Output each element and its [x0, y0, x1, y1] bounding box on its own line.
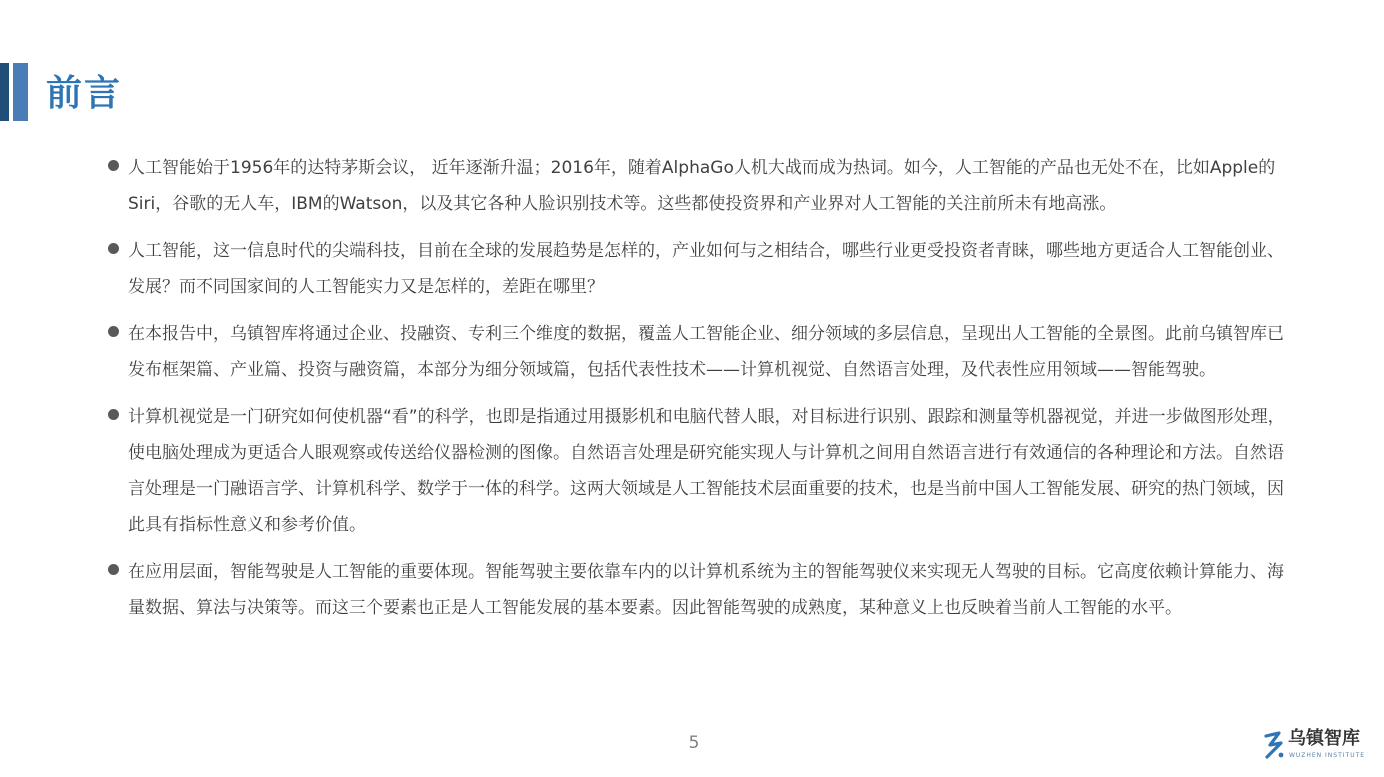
logo-subtitle: WUZHEN INSTITUTE [1289, 752, 1366, 759]
content-list [108, 150, 1298, 637]
page-title: 前言 [46, 73, 123, 114]
wuzhen-logo [1262, 726, 1372, 766]
logo-name: 乌镇智库 [1288, 728, 1360, 749]
paragraph-text: 在本报告中，乌镇智库将通过企业、投融资、专利三个维度的数据，覆盖人工智能企业、细分领域的多层信息，呈现出人工智能的全景图。此前乌镇智库已发布框架篇、产业篇、投资与融资篇，本部分为细分领域篇，包括代表性技术——计算机视觉、自然语言处理，及代表性应用领域——智能驾驶。 [128, 324, 1284, 380]
paragraph-text: 人工智能始于1956年的达特茅斯会议， 近年逐渐升温；2016年，随着AlphaGo人机大战而成为热词。如今，人工智能的产品也无处不在，比如Apple的Siri，谷歌的无人车，IBM的Watson，以及其它各种人脸识别技术等。这些都使投资界和产业界对人工智能的关注前所未有地高涨。 [128, 158, 1276, 214]
bullet-dot-icon [108, 160, 119, 171]
bullet-paragraph [108, 150, 1298, 222]
bullet-paragraph [108, 316, 1298, 388]
bullet-dot-icon [108, 409, 119, 420]
bullet-dot-icon [108, 326, 119, 337]
bullet-dot-icon [108, 243, 119, 254]
paragraph-text: 计算机视觉是一门研究如何使机器“看”的科学，也即是指通过用摄影机和电脑代替人眼，对目标进行识别、跟踪和测量等机器视觉，并进一步做图形处理，使电脑处理成为更适合人眼观察或传送给仪器检测的图像。自然语言处理是研究能实现人与计算机之间用自然语言进行有效通信的各种理论和方法。自然语言处理是一门融语言学、计算机科学、数学于一体的科学。这两大领域是人工智能技术层面重要的技术，也是当前中国人工智能发展、研究的热门领域，因此具有指标性意义和参考价值。 [128, 407, 1285, 535]
bullet-paragraph [108, 554, 1298, 626]
paragraph-text: 在应用层面，智能驾驶是人工智能的重要体现。智能驾驶主要依靠车内的以计算机系统为主的智能驾驶仪来实现无人驾驶的目标。它高度依赖计算能力、海量数据、算法与决策等。而这三个要素也正是人工智能发展的基本要素。因此智能驾驶的成熟度，某种意义上也反映着当前人工智能的水平。 [128, 562, 1284, 618]
wuzhen-logo-icon [1262, 728, 1286, 762]
title-accent-bar-light [13, 63, 28, 121]
bullet-paragraph [108, 233, 1298, 305]
paragraph-text: 人工智能，这一信息时代的尖端科技，目前在全球的发展趋势是怎样的，产业如何与之相结合，哪些行业更受投资者青睐，哪些地方更适合人工智能创业、发展？而不同国家间的人工智能实力又是怎样的，差距在哪里？ [128, 241, 1284, 297]
bullet-dot-icon [108, 564, 119, 575]
page-number: 5 [688, 733, 700, 753]
bullet-paragraph [108, 399, 1298, 543]
title-accent-bar-dark [0, 63, 9, 121]
